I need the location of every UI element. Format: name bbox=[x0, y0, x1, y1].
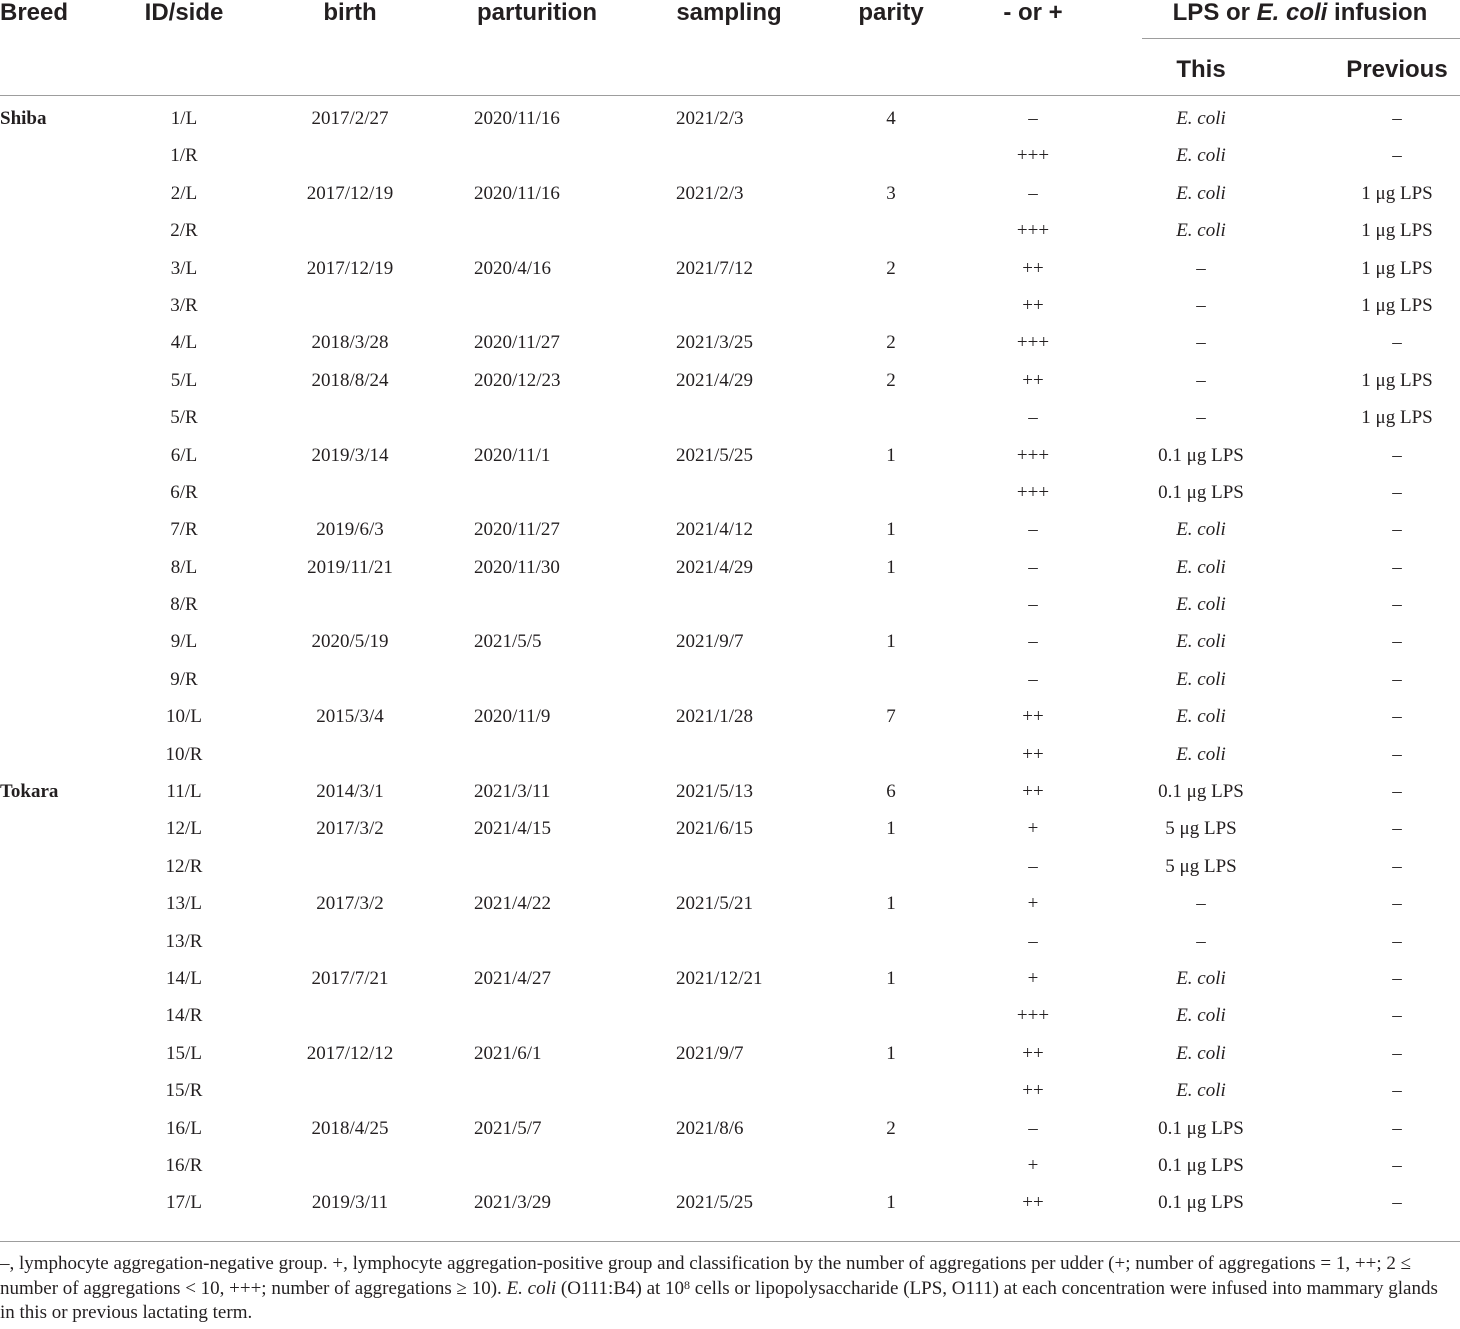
cell-birth: 2017/12/19 bbox=[306, 257, 394, 279]
cell-parturition: 2021/5/5 bbox=[474, 631, 542, 653]
header-previous: Previous bbox=[1346, 56, 1448, 83]
cell-id-side: 15/L bbox=[166, 1042, 202, 1064]
cell-birth: 2019/3/14 bbox=[311, 444, 389, 466]
cell-previous-infusion: 1 μg LPS bbox=[1361, 220, 1433, 242]
cell-id-side: 13/L bbox=[166, 893, 202, 915]
cell-id-side: 12/R bbox=[165, 855, 203, 877]
cell-parity: 2 bbox=[886, 369, 896, 391]
cell-this-infusion: 0.1 μg LPS bbox=[1158, 1154, 1244, 1176]
cell-id-side: 8/L bbox=[170, 556, 198, 578]
cell-aggregation: +++ bbox=[1016, 444, 1050, 466]
cell-sampling: 2021/5/25 bbox=[676, 1192, 754, 1214]
cell-previous-infusion: – bbox=[1392, 781, 1402, 803]
cell-parturition: 2020/4/16 bbox=[474, 257, 552, 279]
cell-parturition: 2020/11/27 bbox=[474, 519, 560, 541]
cell-aggregation: – bbox=[1028, 556, 1038, 578]
cell-parity: 1 bbox=[886, 631, 896, 653]
table-header bbox=[0, 0, 1460, 96]
cell-parturition: 2021/5/7 bbox=[474, 1117, 542, 1139]
cell-id-side: 9/R bbox=[170, 668, 198, 690]
cell-id-side: 10/R bbox=[165, 743, 203, 765]
infusion-subheader-rule bbox=[1142, 38, 1460, 39]
table-row bbox=[0, 182, 1460, 219]
cell-parturition: 2020/11/16 bbox=[474, 182, 560, 204]
cell-id-side: 5/R bbox=[170, 407, 198, 429]
cell-aggregation: +++ bbox=[1016, 332, 1050, 354]
cell-aggregation: – bbox=[1028, 407, 1038, 429]
table-body bbox=[0, 107, 1460, 1229]
cell-parturition: 2020/11/30 bbox=[474, 556, 560, 578]
table-row bbox=[0, 556, 1460, 593]
cell-previous-infusion: – bbox=[1392, 1154, 1402, 1176]
cell-aggregation: +++ bbox=[1016, 481, 1050, 503]
cell-parity: 1 bbox=[886, 1192, 896, 1214]
footnote-superscript: 8 bbox=[684, 1277, 691, 1292]
cell-previous-infusion: – bbox=[1392, 668, 1402, 690]
cell-this-infusion: – bbox=[1196, 257, 1206, 279]
cell-parity: 1 bbox=[886, 444, 896, 466]
cell-this-infusion: E. coli bbox=[1176, 108, 1226, 129]
cell-parity: 4 bbox=[886, 108, 896, 129]
table-row bbox=[0, 892, 1460, 929]
header-this: This bbox=[1176, 56, 1226, 83]
header-breed: Breed bbox=[0, 0, 69, 26]
cell-previous-infusion: – bbox=[1392, 1080, 1402, 1102]
cell-id-side: 2/R bbox=[170, 220, 198, 242]
cell-this-infusion: 5 μg LPS bbox=[1165, 855, 1237, 877]
cell-birth: 2018/3/28 bbox=[311, 332, 389, 354]
cell-this-infusion: E. coli bbox=[1176, 668, 1226, 690]
cell-id-side: 5/L bbox=[170, 369, 198, 391]
table-row bbox=[0, 444, 1460, 481]
footnote-text: cells or lipopolysaccharide (LPS, O111) at each concentration were infused into mammary glands bbox=[694, 1277, 1438, 1299]
cell-previous-infusion: 1 μg LPS bbox=[1361, 182, 1433, 204]
cell-aggregation: – bbox=[1028, 631, 1038, 653]
header-infusion bbox=[1173, 0, 1428, 26]
cell-aggregation: + bbox=[1027, 893, 1039, 915]
header-bottom-rule bbox=[0, 95, 1460, 96]
table-row bbox=[0, 369, 1460, 406]
cell-previous-infusion: – bbox=[1392, 1117, 1402, 1139]
cell-sampling: 2021/1/28 bbox=[676, 706, 754, 728]
table-row bbox=[0, 743, 1460, 780]
cell-birth: 2018/8/24 bbox=[311, 369, 389, 391]
cell-id-side: 8/R bbox=[170, 594, 198, 616]
header-parity: parity bbox=[858, 0, 924, 26]
cell-aggregation: + bbox=[1027, 818, 1039, 840]
cell-this-infusion: – bbox=[1196, 930, 1206, 952]
cell-id-side: 6/L bbox=[170, 444, 198, 466]
cell-this-infusion: E. coli bbox=[1176, 1042, 1226, 1064]
cell-parity: 7 bbox=[886, 706, 896, 728]
table-row bbox=[0, 1042, 1460, 1079]
cell-sampling: 2021/5/21 bbox=[676, 893, 754, 915]
header-parturition: parturition bbox=[477, 0, 597, 26]
footnote-line-3: in this or previous lactating term. bbox=[0, 1302, 253, 1323]
cell-this-infusion: E. coli bbox=[1176, 706, 1226, 728]
table-row bbox=[0, 855, 1460, 892]
cell-sampling: 2021/9/7 bbox=[676, 1042, 744, 1064]
cell-parity: 2 bbox=[886, 1117, 896, 1139]
table-row bbox=[0, 331, 1460, 368]
cell-this-infusion: – bbox=[1196, 369, 1206, 391]
cell-previous-infusion: – bbox=[1392, 481, 1402, 503]
cell-id-side: 15/R bbox=[165, 1080, 203, 1102]
header-sampling: sampling bbox=[676, 0, 782, 26]
cell-aggregation: – bbox=[1028, 108, 1038, 129]
cell-aggregation: ++ bbox=[1022, 1192, 1044, 1214]
cell-previous-infusion: – bbox=[1392, 594, 1402, 616]
footnote-text: (O111:B4) at 10 bbox=[560, 1277, 685, 1299]
cell-sampling: 2021/9/7 bbox=[676, 631, 744, 653]
cell-aggregation: +++ bbox=[1016, 1005, 1050, 1027]
cell-birth: 2019/3/11 bbox=[311, 1192, 389, 1214]
cell-id-side: 17/L bbox=[166, 1192, 202, 1214]
cell-previous-infusion: – bbox=[1392, 930, 1402, 952]
cell-parturition: 2021/4/15 bbox=[474, 818, 552, 840]
cell-parity: 1 bbox=[886, 556, 896, 578]
header-infusion-prefix: LPS or bbox=[1172, 0, 1250, 26]
cell-previous-infusion: – bbox=[1392, 519, 1402, 541]
cell-sampling: 2021/5/13 bbox=[676, 781, 754, 803]
cell-aggregation: – bbox=[1028, 668, 1038, 690]
header-minus-plus: - or + bbox=[1003, 0, 1063, 26]
cell-parity: 1 bbox=[886, 519, 896, 541]
cell-previous-infusion: 1 μg LPS bbox=[1361, 407, 1433, 429]
cell-aggregation: +++ bbox=[1016, 220, 1050, 242]
cell-this-infusion: E. coli bbox=[1176, 594, 1226, 616]
cell-this-infusion: E. coli bbox=[1176, 743, 1226, 765]
cell-birth: 2019/11/21 bbox=[307, 556, 393, 578]
cell-this-infusion: – bbox=[1196, 294, 1206, 316]
cell-previous-infusion: – bbox=[1392, 1192, 1402, 1214]
table-row bbox=[0, 593, 1460, 630]
table-row bbox=[0, 780, 1460, 817]
cell-sampling: 2021/2/3 bbox=[676, 182, 744, 204]
cell-aggregation: – bbox=[1028, 855, 1038, 877]
cell-parturition: 2020/11/27 bbox=[474, 332, 560, 354]
cell-previous-infusion: – bbox=[1392, 706, 1402, 728]
cell-breed: Shiba bbox=[0, 108, 47, 129]
cell-id-side: 4/L bbox=[170, 332, 198, 354]
cell-parity: 3 bbox=[886, 182, 896, 204]
cell-aggregation: ++ bbox=[1022, 294, 1044, 316]
cell-this-infusion: E. coli bbox=[1176, 182, 1226, 204]
cell-aggregation: ++ bbox=[1022, 369, 1044, 391]
cell-birth: 2017/3/2 bbox=[316, 818, 384, 840]
cell-previous-infusion: – bbox=[1392, 743, 1402, 765]
cell-id-side: 14/R bbox=[165, 1005, 203, 1027]
cell-previous-infusion: – bbox=[1392, 818, 1402, 840]
cell-id-side: 2/L bbox=[170, 182, 198, 204]
cell-id-side: 11/L bbox=[166, 781, 202, 803]
cell-parity: 1 bbox=[886, 818, 896, 840]
cell-this-infusion: E. coli bbox=[1176, 967, 1226, 989]
cell-aggregation: ++ bbox=[1022, 1080, 1044, 1102]
cell-sampling: 2021/8/6 bbox=[676, 1117, 744, 1139]
table-row bbox=[0, 967, 1460, 1004]
cell-this-infusion: – bbox=[1196, 332, 1206, 354]
table-row bbox=[0, 1004, 1460, 1041]
cell-aggregation: ++ bbox=[1022, 1042, 1044, 1064]
cell-previous-infusion: – bbox=[1392, 556, 1402, 578]
cell-this-infusion: – bbox=[1196, 893, 1206, 915]
cell-this-infusion: 0.1 μg LPS bbox=[1158, 1117, 1244, 1139]
cell-previous-infusion: – bbox=[1392, 1005, 1402, 1027]
cell-previous-infusion: – bbox=[1392, 108, 1402, 129]
header-id-side: ID/side bbox=[144, 0, 224, 26]
header-infusion-suffix: infusion bbox=[1334, 0, 1428, 26]
cell-previous-infusion: – bbox=[1392, 967, 1402, 989]
table-row bbox=[0, 144, 1460, 181]
cell-parity: 1 bbox=[886, 967, 896, 989]
cell-id-side: 7/R bbox=[170, 519, 198, 541]
cell-aggregation: – bbox=[1028, 182, 1038, 204]
cell-previous-infusion: – bbox=[1392, 631, 1402, 653]
cell-previous-infusion: – bbox=[1392, 332, 1402, 354]
footnote-text: number of aggregations < 10, +++; number of aggregations ≥ 10). bbox=[0, 1277, 502, 1299]
table-row bbox=[0, 930, 1460, 967]
cell-birth: 2017/3/2 bbox=[316, 893, 384, 915]
cell-sampling: 2021/4/29 bbox=[676, 556, 754, 578]
cell-id-side: 14/L bbox=[166, 967, 202, 989]
cell-parity: 1 bbox=[886, 1042, 896, 1064]
cell-previous-infusion: 1 μg LPS bbox=[1361, 257, 1433, 279]
cell-id-side: 9/L bbox=[170, 631, 198, 653]
cell-id-side: 6/R bbox=[170, 481, 198, 503]
cell-previous-infusion: – bbox=[1392, 1042, 1402, 1064]
cell-aggregation: ++ bbox=[1022, 257, 1044, 279]
cell-aggregation: – bbox=[1028, 930, 1038, 952]
cell-sampling: 2021/4/29 bbox=[676, 369, 754, 391]
header-infusion-ecoli: E. coli bbox=[1256, 0, 1328, 26]
cell-sampling: 2021/2/3 bbox=[676, 108, 744, 129]
cell-parturition: 2020/11/9 bbox=[474, 706, 551, 728]
cell-parturition: 2021/4/27 bbox=[474, 967, 552, 989]
footnote-ecoli: E. coli bbox=[506, 1277, 557, 1299]
table-row bbox=[0, 257, 1460, 294]
cell-this-infusion: – bbox=[1196, 407, 1206, 429]
cell-this-infusion: E. coli bbox=[1176, 519, 1226, 541]
cell-id-side: 1/L bbox=[170, 108, 198, 129]
cell-parity: 2 bbox=[886, 332, 896, 354]
cell-this-infusion: E. coli bbox=[1176, 1005, 1226, 1027]
cell-aggregation: + bbox=[1027, 1154, 1039, 1176]
table-footnote bbox=[0, 1252, 1460, 1326]
cell-sampling: 2021/6/15 bbox=[676, 818, 754, 840]
cell-aggregation: + bbox=[1027, 967, 1039, 989]
cell-this-infusion: E. coli bbox=[1176, 556, 1226, 578]
cell-this-infusion: 0.1 μg LPS bbox=[1158, 481, 1244, 503]
cell-sampling: 2021/5/25 bbox=[676, 444, 754, 466]
cell-previous-infusion: 1 μg LPS bbox=[1361, 294, 1433, 316]
table-row bbox=[0, 668, 1460, 705]
cell-this-infusion: E. coli bbox=[1176, 220, 1226, 242]
table-row bbox=[0, 481, 1460, 518]
cell-sampling: 2021/3/25 bbox=[676, 332, 754, 354]
cell-birth: 2014/3/1 bbox=[316, 781, 384, 803]
table-row bbox=[0, 630, 1460, 667]
cell-birth: 2017/2/27 bbox=[311, 108, 389, 129]
cell-id-side: 1/R bbox=[170, 145, 198, 167]
cell-parity: 2 bbox=[886, 257, 896, 279]
table-row bbox=[0, 1079, 1460, 1116]
cell-aggregation: ++ bbox=[1022, 743, 1044, 765]
table-row bbox=[0, 518, 1460, 555]
cell-aggregation: – bbox=[1028, 519, 1038, 541]
cell-this-infusion: 5 μg LPS bbox=[1165, 818, 1237, 840]
cell-this-infusion: E. coli bbox=[1176, 1080, 1226, 1102]
table-row bbox=[0, 705, 1460, 742]
cell-previous-infusion: – bbox=[1392, 893, 1402, 915]
cell-aggregation: ++ bbox=[1022, 706, 1044, 728]
cell-previous-infusion: – bbox=[1392, 444, 1402, 466]
cell-birth: 2018/4/25 bbox=[311, 1117, 389, 1139]
cell-parity: 1 bbox=[886, 893, 896, 915]
table-row bbox=[0, 817, 1460, 854]
cell-breed: Tokara bbox=[0, 781, 59, 803]
cell-sampling: 2021/7/12 bbox=[676, 257, 754, 279]
cell-previous-infusion: – bbox=[1392, 855, 1402, 877]
cell-this-infusion: 0.1 μg LPS bbox=[1158, 444, 1244, 466]
cell-id-side: 16/L bbox=[166, 1117, 202, 1139]
cell-parturition: 2021/4/22 bbox=[474, 893, 552, 915]
cell-parturition: 2021/6/1 bbox=[474, 1042, 542, 1064]
cell-this-infusion: E. coli bbox=[1176, 631, 1226, 653]
cell-sampling: 2021/4/12 bbox=[676, 519, 754, 541]
table-row bbox=[0, 406, 1460, 443]
cell-aggregation: +++ bbox=[1016, 145, 1050, 167]
cell-aggregation: ++ bbox=[1022, 781, 1044, 803]
header-birth: birth bbox=[323, 0, 377, 26]
cell-birth: 2015/3/4 bbox=[316, 706, 384, 728]
table-row bbox=[0, 1191, 1460, 1228]
table-row bbox=[0, 107, 1460, 144]
cell-parity: 6 bbox=[886, 781, 896, 803]
cell-previous-infusion: – bbox=[1392, 145, 1402, 167]
cell-id-side: 12/L bbox=[166, 818, 202, 840]
cell-birth: 2017/12/12 bbox=[306, 1042, 394, 1064]
cell-id-side: 3/R bbox=[170, 294, 198, 316]
cell-aggregation: – bbox=[1028, 1117, 1038, 1139]
table-row bbox=[0, 294, 1460, 331]
table-row bbox=[0, 1154, 1460, 1191]
cell-birth: 2017/7/21 bbox=[311, 967, 389, 989]
table-row bbox=[0, 219, 1460, 256]
cell-this-infusion: 0.1 μg LPS bbox=[1158, 1192, 1244, 1214]
cell-id-side: 16/R bbox=[165, 1154, 203, 1176]
cell-parturition: 2020/12/23 bbox=[474, 369, 561, 391]
cell-parturition: 2020/11/16 bbox=[474, 108, 560, 129]
cell-parturition: 2021/3/29 bbox=[474, 1192, 552, 1214]
cell-birth: 2017/12/19 bbox=[306, 182, 394, 204]
footnote-line-2 bbox=[0, 1277, 1460, 1302]
cell-id-side: 13/R bbox=[165, 930, 203, 952]
cell-id-side: 3/L bbox=[170, 257, 198, 279]
cell-birth: 2020/5/19 bbox=[311, 631, 389, 653]
cell-parturition: 2021/3/11 bbox=[474, 781, 551, 803]
cell-id-side: 10/L bbox=[166, 706, 202, 728]
cell-previous-infusion: 1 μg LPS bbox=[1361, 369, 1433, 391]
table-row bbox=[0, 1117, 1460, 1154]
cell-sampling: 2021/12/21 bbox=[676, 967, 763, 989]
cell-birth: 2019/6/3 bbox=[316, 519, 384, 541]
cell-this-infusion: 0.1 μg LPS bbox=[1158, 781, 1244, 803]
table-bottom-rule bbox=[0, 1241, 1460, 1242]
cell-parturition: 2020/11/1 bbox=[474, 444, 551, 466]
footnote-line-1: –, lymphocyte aggregation-negative group. +, lymphocyte aggregation-positive group and classification by the number of aggregations per udder (+; number of aggregations = 1, ++; 2 ≤ bbox=[0, 1253, 1412, 1274]
cell-this-infusion: E. coli bbox=[1176, 145, 1226, 167]
cell-aggregation: – bbox=[1028, 594, 1038, 616]
